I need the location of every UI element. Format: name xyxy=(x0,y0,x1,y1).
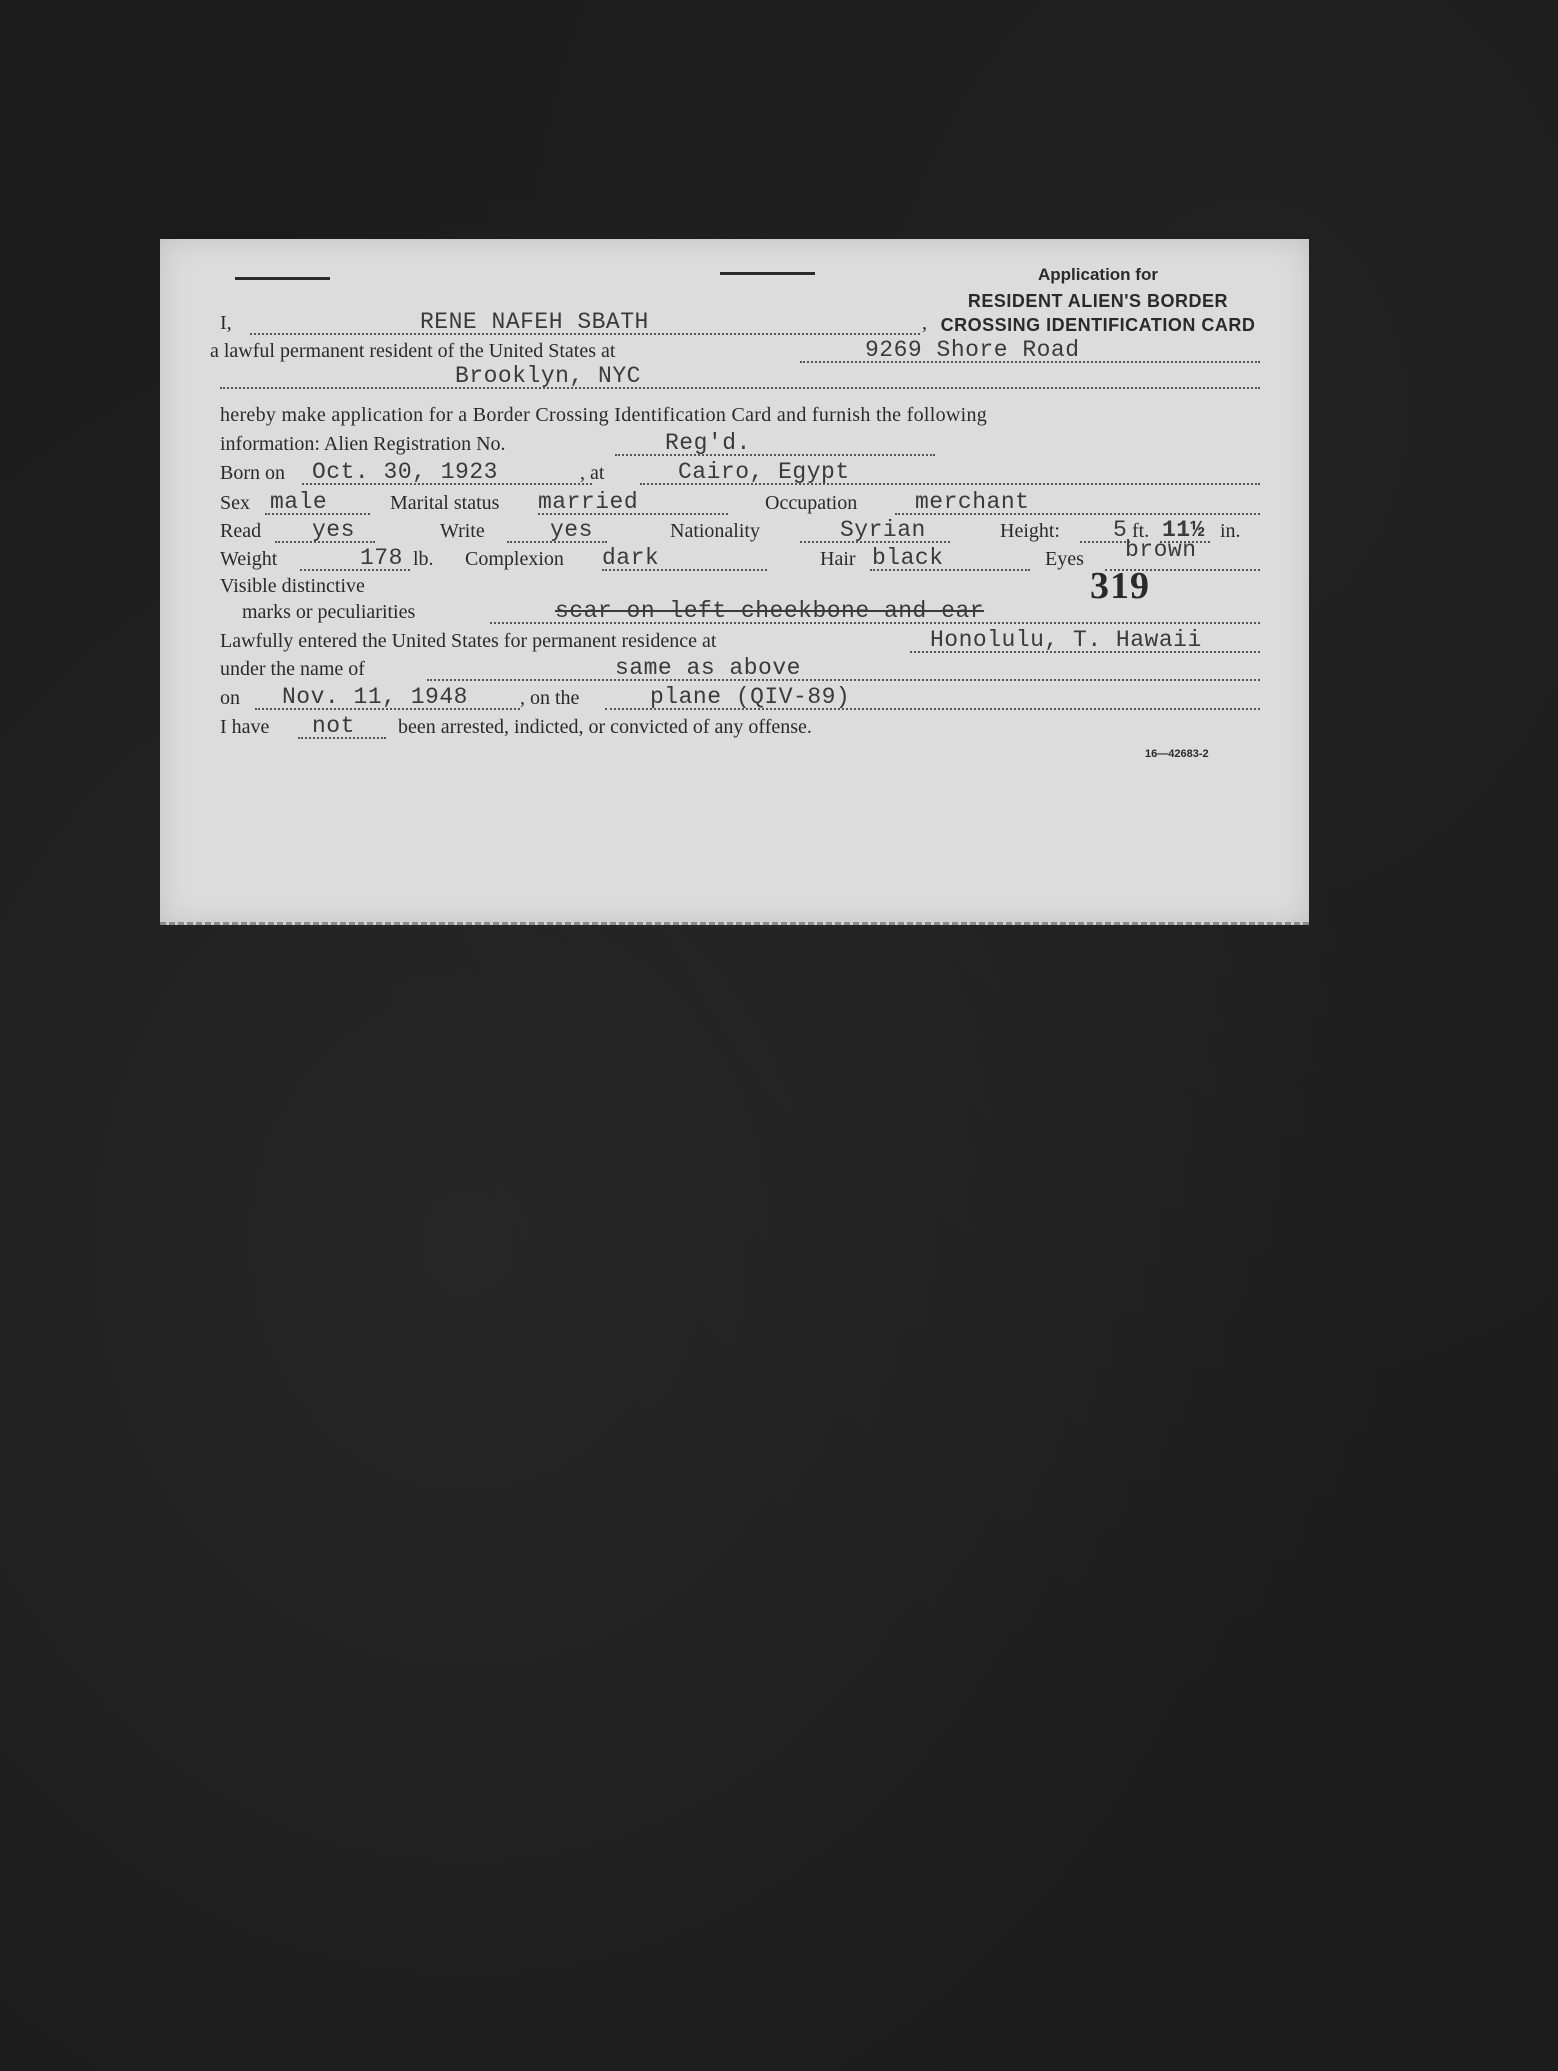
under-name-fill xyxy=(427,653,1260,681)
label-on: on xyxy=(220,687,240,709)
occupation-value: merchant xyxy=(915,489,1030,515)
label-ft: ft. xyxy=(1132,520,1150,542)
label-comma: , xyxy=(922,312,927,334)
label-occupation: Occupation xyxy=(765,492,858,514)
alien-registration-no: Reg'd. xyxy=(665,430,751,456)
read-line xyxy=(220,515,1260,545)
label-at: , at xyxy=(580,462,605,484)
sex-value: male xyxy=(270,489,328,515)
label-hair: Hair xyxy=(820,548,856,570)
under-name-value: same as above xyxy=(615,655,801,681)
vessel-value: plane (QIV-89) xyxy=(650,684,851,710)
label-sex: Sex xyxy=(220,492,250,514)
address2-line xyxy=(220,361,1260,391)
applicant-name: RENE NAFEH SBATH xyxy=(420,309,649,335)
entry-place-value: Honolulu, T. Hawaii xyxy=(930,627,1202,653)
form-number: 16—42683-2 xyxy=(1145,748,1209,760)
label-write: Write xyxy=(440,520,485,542)
entry-line xyxy=(220,625,1260,655)
label-read: Read xyxy=(220,520,262,542)
label-i: I, xyxy=(220,312,232,334)
label-lawful: a lawful permanent resident of the United States at xyxy=(210,340,616,362)
complexion-value: dark xyxy=(602,545,660,571)
header-title-line1: RESIDENT ALIEN'S BORDER xyxy=(967,291,1229,311)
label-nationality: Nationality xyxy=(670,520,760,542)
label-arrested: been arrested, indicted, or convicted of any offense. xyxy=(398,716,812,738)
address-line2: Brooklyn, NYC xyxy=(455,363,641,389)
address2-fill xyxy=(220,361,1260,389)
date-line xyxy=(220,682,1260,712)
label-eyes: Eyes xyxy=(1045,548,1084,570)
application-card xyxy=(160,239,1309,925)
label-under-name: under the name of xyxy=(220,658,365,680)
under-name-line xyxy=(220,653,1260,683)
marital-value: married xyxy=(538,489,639,515)
label-visible: Visible distinctive xyxy=(220,575,365,597)
sex-line xyxy=(220,487,1260,517)
marks-value: scar on left cheekbone and ear xyxy=(555,598,985,624)
top-center-mark xyxy=(720,272,815,275)
registration-line xyxy=(220,428,1260,458)
write-value: yes xyxy=(550,517,593,543)
header-subtitle: Application for xyxy=(1038,265,1158,284)
label-complexion: Complexion xyxy=(465,548,564,570)
label-lb: lb. xyxy=(413,548,434,570)
label-height: Height: xyxy=(1000,520,1060,542)
born-line xyxy=(220,457,1260,487)
label-info: information: Alien Registration No. xyxy=(220,433,506,455)
label-marital: Marital status xyxy=(390,492,500,514)
top-left-mark xyxy=(235,277,330,280)
name-line xyxy=(220,307,1260,337)
height-in-value: 11½ xyxy=(1162,517,1205,543)
label-have: I have xyxy=(220,716,270,738)
perforation-edge xyxy=(160,918,1309,925)
eyes-value: brown xyxy=(1125,537,1197,563)
born-place: Cairo, Egypt xyxy=(678,459,850,485)
weight-value: 178 xyxy=(360,545,403,571)
address-line1: 9269 Shore Road xyxy=(865,337,1080,363)
label-on-the: , on the xyxy=(520,687,580,709)
label-born-on: Born on xyxy=(220,462,285,484)
label-weight: Weight xyxy=(220,548,278,570)
entry-date-value: Nov. 11, 1948 xyxy=(282,684,468,710)
stamp-number: 319 xyxy=(1090,565,1150,607)
label-in: in. xyxy=(1220,520,1241,542)
label-hereby: hereby make application for a Border Crossing Identification Card and furnish the following xyxy=(220,404,988,426)
read-value: yes xyxy=(312,517,355,543)
label-marks: marks or peculiarities xyxy=(242,601,416,623)
arrested-line xyxy=(220,711,1260,741)
arrested-value: not xyxy=(312,713,355,739)
label-lawfully: Lawfully entered the United States for permanent residence at xyxy=(220,630,717,652)
born-date: Oct. 30, 1923 xyxy=(312,459,498,485)
hereby-line xyxy=(220,399,1260,429)
hair-value: black xyxy=(872,545,944,571)
nationality-value: Syrian xyxy=(840,517,926,543)
height-ft-value: 5 xyxy=(1113,517,1128,543)
alien-reg-fill xyxy=(615,428,935,456)
header-title-line2: CROSSING IDENTIFICATION CARD xyxy=(940,315,1256,335)
